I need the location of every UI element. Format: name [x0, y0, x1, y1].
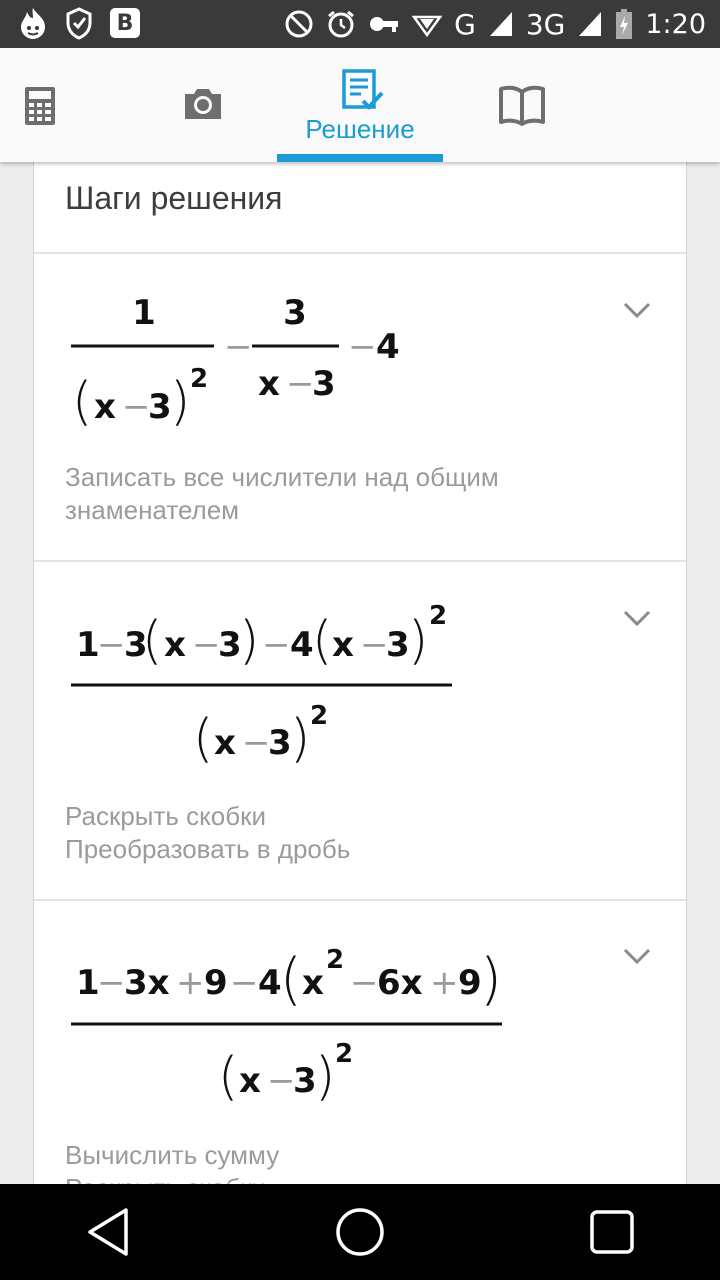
minus: − — [350, 963, 379, 1003]
tab-book[interactable] — [480, 48, 570, 162]
minus: − — [262, 625, 291, 665]
home-icon[interactable] — [334, 1206, 386, 1258]
cell-signal-icon-2 — [577, 10, 603, 38]
term: 1 — [76, 625, 100, 665]
term: 6x — [377, 963, 423, 1003]
recent-apps-icon[interactable] — [588, 1208, 636, 1256]
step-description-line: Раскрыть скобки — [65, 801, 267, 831]
exponent: 2 — [326, 945, 345, 975]
step-description-line: знаменателем — [65, 495, 240, 525]
tab-bar — [0, 48, 720, 162]
minus: − — [242, 723, 271, 763]
vk-app-icon: B — [110, 8, 140, 38]
term: 3x — [124, 963, 170, 1003]
fraction-1-den-x: x — [94, 387, 116, 427]
term: 9 — [458, 963, 482, 1003]
paren-open: ( — [72, 372, 93, 432]
clock: 1:20 — [645, 8, 706, 40]
paren-close: ) — [239, 611, 260, 671]
term: 3 — [386, 625, 410, 665]
plus: + — [430, 963, 459, 1003]
notification-icons — [18, 6, 140, 40]
solution-steps-title: Шаги решения — [65, 180, 283, 216]
exponent: 2 — [429, 601, 448, 631]
cell-signal-icon — [488, 10, 514, 38]
step-description-line: Вычислить сумму — [65, 1140, 280, 1170]
calculator-icon — [24, 86, 56, 126]
paren-close: ) — [315, 1047, 336, 1107]
key-icon — [368, 9, 400, 39]
paren-close: ) — [170, 372, 191, 432]
tab-calculator[interactable] — [0, 48, 80, 162]
battery-icon — [615, 8, 633, 40]
paren-close: ) — [480, 947, 502, 1012]
minus: − — [97, 963, 126, 1003]
term: x — [332, 625, 354, 665]
network-type-3g: 3G — [525, 7, 566, 41]
term: 1 — [76, 963, 100, 1003]
system-icons — [284, 0, 706, 48]
minus: − — [360, 625, 389, 665]
signal-icon — [412, 9, 442, 39]
network-type-g: G — [454, 7, 476, 41]
minus: − — [224, 327, 253, 367]
shield-app-icon — [64, 6, 94, 40]
solution-icon — [341, 68, 385, 112]
step-description-line: Записать все числители над общим — [65, 462, 499, 492]
paren-open: ( — [280, 947, 302, 1012]
term: x — [302, 963, 324, 1003]
navigation-bar — [0, 1184, 720, 1280]
minus: − — [348, 327, 377, 367]
denominator-const: 3 — [268, 723, 292, 763]
camera-icon — [182, 86, 224, 122]
term: 3 — [124, 625, 148, 665]
plus: + — [176, 963, 205, 1003]
step-3-expression — [34, 162, 688, 1184]
solution-card — [33, 162, 687, 1184]
paren-open: ( — [193, 709, 214, 769]
denominator-const: 3 — [293, 1061, 317, 1101]
active-tab-indicator — [277, 154, 443, 162]
fraction-1-numerator: 1 — [132, 293, 156, 333]
paren-open: ( — [142, 611, 163, 671]
minus: − — [192, 625, 221, 665]
book-icon — [498, 84, 546, 126]
denominator-x: x — [239, 1061, 261, 1101]
fraction-1-den-const: 3 — [148, 387, 172, 427]
paren-open: ( — [218, 1047, 239, 1107]
exponent: 2 — [190, 364, 209, 394]
paren-close: ) — [290, 709, 311, 769]
exponent: 2 — [335, 1039, 354, 1069]
tab-solution[interactable] — [277, 48, 443, 162]
fraction-2-numerator: 3 — [283, 293, 307, 333]
term: 4 — [258, 963, 282, 1003]
minus: − — [267, 1061, 296, 1101]
minus: − — [230, 963, 259, 1003]
status-bar — [0, 0, 720, 48]
fraction-2-den-x: x — [258, 364, 280, 404]
denominator-x: x — [214, 723, 236, 763]
tab-solution-label: Решение — [305, 114, 415, 144]
minus: − — [286, 364, 315, 404]
paren-close: ) — [408, 611, 429, 671]
term: 4 — [290, 625, 314, 665]
term: x — [164, 625, 186, 665]
fire-app-icon — [18, 6, 48, 40]
minus: − — [97, 625, 126, 665]
exponent: 2 — [310, 701, 329, 731]
back-icon[interactable] — [86, 1206, 132, 1258]
do-not-disturb-icon — [284, 9, 314, 39]
term: 3 — [218, 625, 242, 665]
tab-camera[interactable] — [160, 48, 250, 162]
constant: 4 — [376, 327, 400, 367]
chevron-down-icon[interactable] — [619, 938, 655, 974]
alarm-icon — [326, 9, 356, 39]
minus: − — [122, 387, 151, 427]
fraction-2-den-const: 3 — [312, 364, 336, 404]
paren-open: ( — [312, 611, 333, 671]
step-description-line: Преобразовать в дробь — [65, 834, 351, 864]
term: 9 — [204, 963, 228, 1003]
